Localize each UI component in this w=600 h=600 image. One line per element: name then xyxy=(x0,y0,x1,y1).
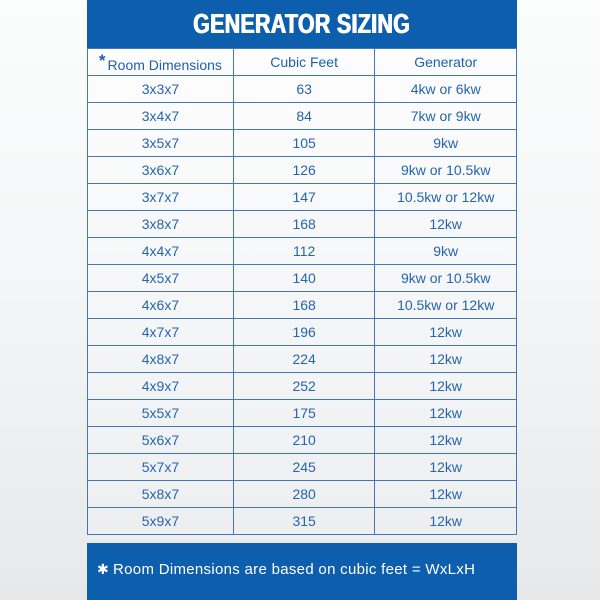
cubic-feet-cell: 196 xyxy=(233,319,375,346)
table-row xyxy=(88,292,517,319)
room-dimensions-cell: 3x3x7 xyxy=(88,76,234,103)
col-header-room-dimensions-label: Room Dimensions xyxy=(107,57,222,73)
room-dimensions-cell: 3x7x7 xyxy=(88,184,234,211)
col-header-cubic-feet: Cubic Feet xyxy=(233,49,375,76)
table-row xyxy=(88,346,517,373)
cubic-feet-cell: 126 xyxy=(233,157,375,184)
title-band xyxy=(87,0,517,48)
footer-note-band xyxy=(87,543,517,600)
sizing-table xyxy=(87,48,517,535)
room-dimensions-cell: 4x5x7 xyxy=(88,265,234,292)
cubic-feet-cell: 84 xyxy=(233,103,375,130)
cubic-feet-cell: 245 xyxy=(233,454,375,481)
generator-cell: 9kw xyxy=(375,238,517,265)
cubic-feet-cell: 252 xyxy=(233,373,375,400)
col-header-generator: Generator xyxy=(375,49,517,76)
table-row xyxy=(88,211,517,238)
generator-cell: 12kw xyxy=(375,427,517,454)
room-dimensions-cell: 3x4x7 xyxy=(88,103,234,130)
room-dimensions-cell: 5x8x7 xyxy=(88,481,234,508)
room-dimensions-cell: 4x9x7 xyxy=(88,373,234,400)
cubic-feet-cell: 168 xyxy=(233,292,375,319)
cubic-feet-cell: 315 xyxy=(233,508,375,535)
cubic-feet-cell: 175 xyxy=(233,400,375,427)
cubic-feet-cell: 168 xyxy=(233,211,375,238)
table-row xyxy=(88,157,517,184)
page-title: GENERATOR SIZING xyxy=(193,8,411,39)
cubic-feet-cell: 280 xyxy=(233,481,375,508)
generator-cell: 9kw or 10.5kw xyxy=(375,157,517,184)
generator-cell: 12kw xyxy=(375,211,517,238)
room-dimensions-cell: 3x5x7 xyxy=(88,130,234,157)
cubic-feet-cell: 63 xyxy=(233,76,375,103)
room-dimensions-cell: 4x8x7 xyxy=(88,346,234,373)
cubic-feet-cell: 224 xyxy=(233,346,375,373)
generator-cell: 10.5kw or 12kw xyxy=(375,292,517,319)
room-dimensions-cell: 5x5x7 xyxy=(88,400,234,427)
generator-cell: 4kw or 6kw xyxy=(375,76,517,103)
room-dimensions-cell: 3x8x7 xyxy=(88,211,234,238)
footer-note xyxy=(97,561,475,578)
table-row xyxy=(88,427,517,454)
table-row xyxy=(88,454,517,481)
generator-cell: 12kw xyxy=(375,373,517,400)
table-row xyxy=(88,103,517,130)
generator-cell: 12kw xyxy=(375,508,517,535)
room-dimensions-cell: 4x4x7 xyxy=(88,238,234,265)
table-area xyxy=(87,48,517,539)
table-row xyxy=(88,130,517,157)
generator-cell: 12kw xyxy=(375,481,517,508)
generator-cell: 12kw xyxy=(375,319,517,346)
footer-note-text: Room Dimensions are based on cubic feet = WxLxH xyxy=(113,561,476,578)
room-dimensions-cell: 5x6x7 xyxy=(88,427,234,454)
asterisk-icon: * xyxy=(98,51,106,70)
room-dimensions-cell: 5x9x7 xyxy=(88,508,234,535)
table-row xyxy=(88,319,517,346)
room-dimensions-cell: 5x7x7 xyxy=(88,454,234,481)
table-row xyxy=(88,400,517,427)
cubic-feet-cell: 140 xyxy=(233,265,375,292)
cubic-feet-cell: 147 xyxy=(233,184,375,211)
generator-cell: 12kw xyxy=(375,346,517,373)
col-header-room-dimensions xyxy=(88,49,234,76)
generator-cell: 12kw xyxy=(375,400,517,427)
generator-sizing-panel xyxy=(87,0,517,600)
cubic-feet-cell: 210 xyxy=(233,427,375,454)
table-row xyxy=(88,184,517,211)
table-row xyxy=(88,265,517,292)
table-body xyxy=(88,76,517,535)
table-row xyxy=(88,373,517,400)
cubic-feet-cell: 112 xyxy=(233,238,375,265)
asterisk-icon: ✱ xyxy=(97,561,110,577)
table-row xyxy=(88,508,517,535)
room-dimensions-cell: 4x6x7 xyxy=(88,292,234,319)
table-row xyxy=(88,76,517,103)
generator-cell: 12kw xyxy=(375,454,517,481)
room-dimensions-cell: 3x6x7 xyxy=(88,157,234,184)
table-row xyxy=(88,481,517,508)
table-header-row xyxy=(88,49,517,76)
generator-cell: 10.5kw or 12kw xyxy=(375,184,517,211)
room-dimensions-cell: 4x7x7 xyxy=(88,319,234,346)
generator-cell: 9kw or 10.5kw xyxy=(375,265,517,292)
generator-cell: 7kw or 9kw xyxy=(375,103,517,130)
table-row xyxy=(88,238,517,265)
cubic-feet-cell: 105 xyxy=(233,130,375,157)
generator-cell: 9kw xyxy=(375,130,517,157)
